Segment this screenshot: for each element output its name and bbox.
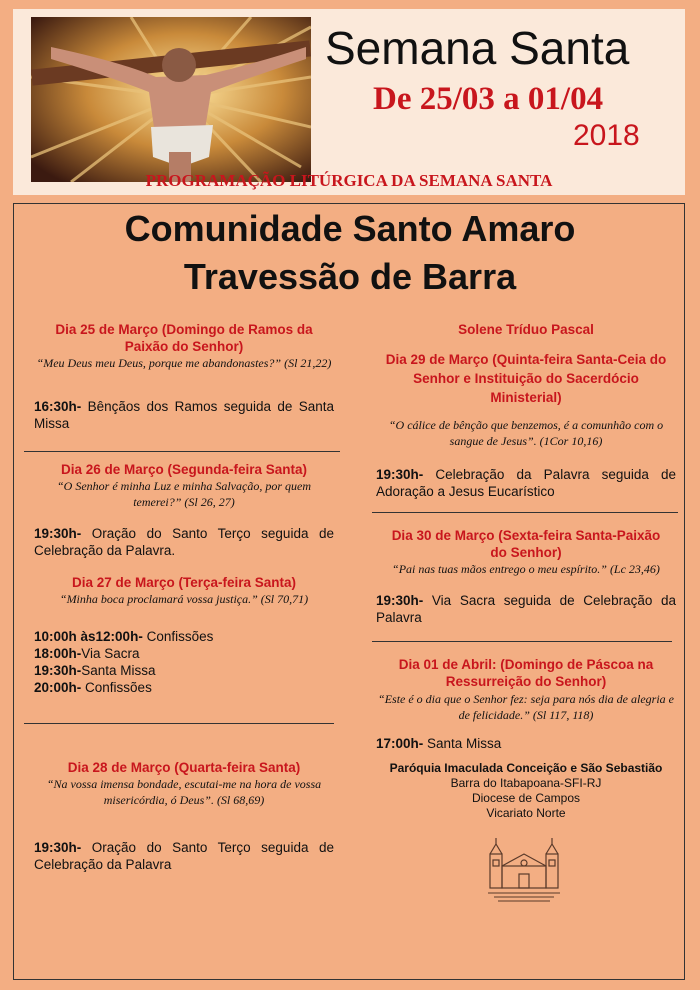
day-26-quote: “O Senhor é minha Luz e minha Salvação, por quem temerei?” (Sl 26, 27) [57, 479, 311, 509]
day-30-block [376, 527, 676, 577]
day-01-title: Dia 01 de Abril: (Domingo de Páscoa na Ressurreição do Senhor) [398, 657, 654, 689]
schedule-item: 19:30h-Santa Missa [34, 663, 156, 678]
vicariato: Vicariato Norte [486, 806, 566, 820]
programacao-heading: PROGRAMAÇÃO LITÚRGICA DA SEMANA SANTA [145, 171, 553, 190]
header-year: 2018 [573, 119, 640, 152]
parish-name: Paróquia Imaculada Conceição e São Sebastião [389, 761, 663, 775]
parish-city: Barra do Itabapoana-SFI-RJ [450, 776, 602, 790]
parish-footer [376, 761, 676, 821]
day-26-block [34, 461, 334, 510]
divider [372, 512, 678, 513]
day-25-quote: “Meu Deus meu Deus, porque me abandonastes?” (Sl 21,22) [36, 356, 332, 370]
day-29-block [376, 350, 676, 407]
header-dates: De 25/03 a 01/04 [373, 81, 604, 117]
main-panel [13, 203, 685, 980]
day-30-quote: “Pai nas tuas mãos entrego o meu espírito.” (Lc 23,46) [392, 562, 660, 576]
schedule-item: 20:00h- Confissões [34, 680, 152, 695]
day-29-title: Dia 29 de Março (Quinta-feira Santa-Ceia do Senhor e Instituição do Sacerdócio Ministerial) [385, 352, 667, 405]
day-28-block [34, 759, 334, 808]
community-subtitle: Travessão de Barra [183, 256, 517, 297]
divider [24, 723, 334, 724]
day-01-quote: “Este é o dia que o Senhor fez: seja para nós dia de alegria e de felicidade.” (Sl 117, 118) [378, 692, 674, 722]
day-30-activity: 19:30h- Via Sacra seguida de Celebração da Palavra [376, 593, 676, 625]
diocese: Diocese de Campos [471, 791, 581, 805]
day-30-title: Dia 30 de Março (Sexta-feira Santa-Paixão do Senhor) [391, 528, 661, 560]
day-28-quote: “Na vossa imensa bondade, escutai-me na hora de vossa misericórdia, ó Deus”. (Sl 68,69) [46, 777, 322, 807]
header-title: Semana Santa [325, 22, 630, 74]
day-28-title: Dia 28 de Março (Quarta-feira Santa) [67, 760, 301, 775]
day-26-title: Dia 26 de Março (Segunda-feira Santa) [60, 462, 308, 477]
triduo-heading: Solene Tríduo Pascal [458, 322, 594, 337]
divider [372, 641, 672, 642]
schedule-item: 18:00h-Via Sacra [34, 646, 140, 661]
day-01-activity: 17:00h- Santa Missa [376, 736, 502, 751]
day-25-title: Dia 25 de Março (Domingo de Ramos da Paixão do Senhor) [55, 322, 313, 354]
day-25-activity: 16:30h- Bênçãos dos Ramos seguida de Santa Missa [34, 399, 334, 431]
day-01-block [376, 656, 676, 690]
day-27-title: Dia 27 de Março (Terça-feira Santa) [71, 575, 297, 590]
crucifix-photo [31, 17, 311, 182]
day-29-activity: 19:30h- Celebração da Palavra seguida de Adoração a Jesus Eucarístico [376, 467, 676, 499]
day-29-quote: “O cálice de bênção que benzemos, é a comunhão com o sangue de Jesus”. (1Cor 10,16) [388, 418, 664, 448]
church-logo [484, 836, 564, 906]
day-27-schedule [34, 628, 334, 696]
day-27-quote: “Minha boca proclamará vossa justiça.” (Sl 70,71) [59, 592, 309, 606]
day-26-activity: 19:30h- Oração do Santo Terço seguida de Celebração da Palavra. [34, 526, 334, 558]
divider [24, 451, 340, 452]
day-27-block [34, 574, 334, 607]
header-banner [13, 9, 685, 195]
schedule-item: 10:00h às12:00h- Confissões [34, 629, 214, 644]
day-28-activity: 19:30h- Oração do Santo Terço seguida de Celebração da Palavra [34, 840, 334, 872]
community-title: Comunidade Santo Amaro [124, 208, 576, 249]
left-column [34, 321, 334, 371]
